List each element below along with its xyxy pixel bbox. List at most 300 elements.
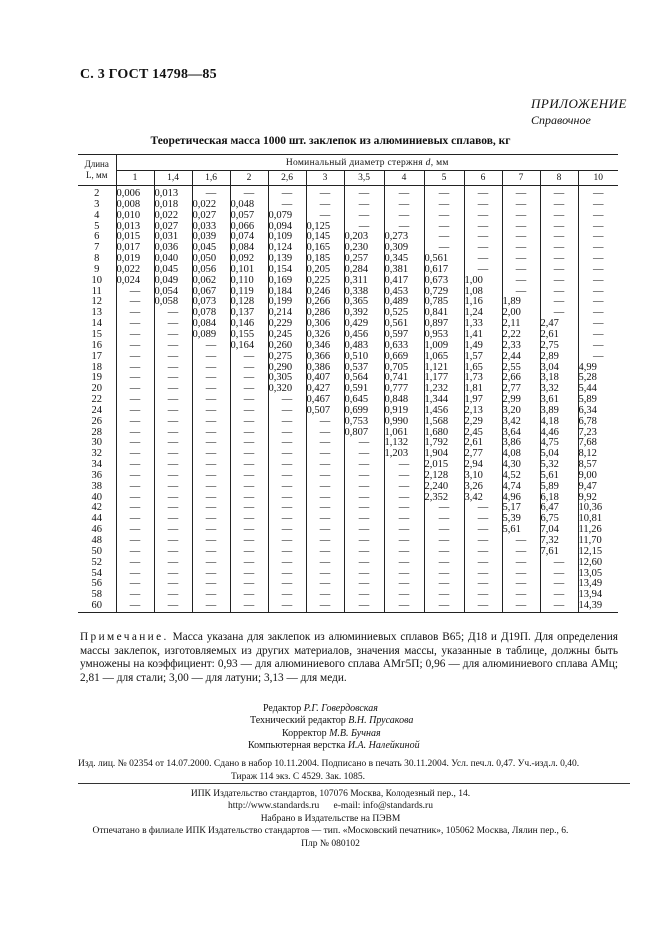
mass-cell: — (424, 232, 464, 243)
mass-cell: — (502, 186, 540, 200)
mass-cell: — (230, 395, 268, 406)
mass-cell: — (424, 590, 464, 601)
mass-cell: — (540, 590, 578, 601)
mass-cell: 5,61 (540, 471, 578, 482)
mass-cell: — (116, 579, 154, 590)
mass-cell: — (344, 222, 384, 233)
mass-cell: 3,61 (540, 395, 578, 406)
mass-cell: 0,266 (306, 297, 344, 308)
mass-cell: — (502, 547, 540, 558)
mass-cell: — (154, 601, 192, 612)
mass-cell: 1,00 (464, 276, 502, 287)
mass-cell: 0,101 (230, 265, 268, 276)
mass-cell: 0,066 (230, 222, 268, 233)
mass-cell: — (306, 569, 344, 580)
mass-cell: — (578, 330, 618, 341)
publication-info (78, 758, 638, 784)
length-cell: 10 (91, 274, 102, 286)
appendix-subtitle: Справочное (531, 113, 591, 127)
table-row (78, 428, 618, 439)
mass-cell: — (306, 514, 344, 525)
mass-cell: — (268, 525, 306, 536)
mass-cell: 2,77 (464, 449, 502, 460)
mass-cell: — (154, 406, 192, 417)
mass-cell: — (154, 341, 192, 352)
mass-cell: — (154, 558, 192, 569)
publisher-line2: http://www.standards.ru e-mail: info@standards.ru (228, 801, 433, 812)
mass-cell: 0,165 (306, 243, 344, 254)
mass-cell: — (578, 211, 618, 222)
mass-cell: — (384, 482, 424, 493)
mass-cell: — (268, 590, 306, 601)
mass-cell: — (230, 493, 268, 504)
mass-cell: — (230, 514, 268, 525)
mass-cell: 0,741 (384, 373, 424, 384)
length-cell: 16 (91, 339, 102, 351)
diameter-label: 1,6 (192, 171, 230, 186)
mass-cell: — (502, 558, 540, 569)
mass-cell: — (502, 536, 540, 547)
length-cell: 20 (91, 383, 102, 395)
mass-cell: — (116, 438, 154, 449)
mass-cell: 0,146 (230, 319, 268, 330)
mass-cell: 1,49 (464, 341, 502, 352)
publisher-line1: ИПК Издательство стандартов, 107076 Москва, Колодезный пер., 14. (190, 789, 471, 799)
table-row (78, 503, 618, 514)
mass-cell: — (306, 482, 344, 493)
mass-cell: — (116, 569, 154, 580)
length-cell: 50 (91, 545, 102, 557)
mass-cell: 0,110 (230, 276, 268, 287)
length-cell: 17 (91, 350, 102, 362)
mass-cell: — (424, 186, 464, 200)
mass-cell: — (116, 319, 154, 330)
table-row (78, 514, 618, 525)
mass-cell: — (502, 287, 540, 298)
mass-cell: 2,99 (502, 395, 540, 406)
mass-cell: 0,062 (192, 276, 230, 287)
mass-cell: — (578, 265, 618, 276)
mass-cell: 5,28 (578, 373, 618, 384)
mass-cell: — (306, 493, 344, 504)
mass-cell: 0,705 (384, 363, 424, 374)
mass-cell: 14,39 (578, 601, 618, 612)
mass-cell: 0,561 (384, 319, 424, 330)
mass-cell: 2,13 (464, 406, 502, 417)
mass-cell: — (268, 395, 306, 406)
mass-cell: 0,919 (384, 406, 424, 417)
mass-cell: — (192, 482, 230, 493)
page-header: С. 3 ГОСТ 14798—85 (80, 67, 217, 82)
mass-cell: 0,841 (424, 308, 464, 319)
length-cell: 58 (91, 589, 102, 601)
mass-cell: — (578, 319, 618, 330)
mass-table (78, 154, 618, 613)
mass-cell: — (192, 363, 230, 374)
mass-cell: 0,273 (384, 232, 424, 243)
mass-cell: — (578, 297, 618, 308)
mass-cell: 0,024 (116, 276, 154, 287)
mass-cell: — (116, 514, 154, 525)
mass-cell: — (154, 363, 192, 374)
diameter-label: 2,6 (268, 171, 306, 186)
credit-tech-editor (250, 715, 550, 727)
mass-cell: — (424, 514, 464, 525)
mass-cell: 0,137 (230, 308, 268, 319)
mass-cell: — (384, 579, 424, 590)
mass-cell: 0,483 (344, 341, 384, 352)
table-row (78, 438, 618, 449)
mass-cell: 9,92 (578, 493, 618, 504)
mass-cell: 3,18 (540, 373, 578, 384)
mass-cell: — (384, 471, 424, 482)
table-title: Теоретическая масса 1000 шт. заклепок из алюминиевых сплавов, кг (150, 135, 511, 147)
mass-cell: 0,246 (306, 287, 344, 298)
mass-cell: — (268, 547, 306, 558)
mass-cell: — (192, 471, 230, 482)
mass-cell: — (116, 363, 154, 374)
mass-cell: — (424, 558, 464, 569)
mass-cell: 0,079 (268, 211, 306, 222)
mass-cell: — (540, 232, 578, 243)
length-cell: 8 (94, 253, 100, 265)
mass-cell: 3,89 (540, 406, 578, 417)
mass-cell: 0,155 (230, 330, 268, 341)
length-cell: 7 (94, 242, 100, 254)
mass-cell: 0,777 (384, 384, 424, 395)
mass-cell: 7,23 (578, 428, 618, 439)
mass-cell: 0,169 (268, 276, 306, 287)
mass-cell: — (116, 330, 154, 341)
mass-cell: — (116, 601, 154, 612)
mass-cell: 7,68 (578, 438, 618, 449)
mass-cell: — (502, 569, 540, 580)
mass-cell: 0,073 (192, 297, 230, 308)
mass-cell: — (192, 514, 230, 525)
publisher-info (0, 788, 661, 850)
mass-cell: 0,049 (154, 276, 192, 287)
mass-cell: — (154, 428, 192, 439)
mass-cell: 5,17 (502, 503, 540, 514)
mass-cell: — (192, 525, 230, 536)
mass-cell: — (192, 547, 230, 558)
mass-cell: — (116, 482, 154, 493)
mass-cell: 6,75 (540, 514, 578, 525)
divider (78, 783, 630, 784)
mass-cell: — (116, 503, 154, 514)
mass-cell: — (116, 590, 154, 601)
table-row (78, 186, 618, 200)
mass-cell: — (578, 287, 618, 298)
mass-cell: — (192, 579, 230, 590)
mass-cell: 2,128 (424, 471, 464, 482)
mass-cell: 1,680 (424, 428, 464, 439)
mass-cell: 0,045 (154, 265, 192, 276)
mass-cell: — (344, 186, 384, 200)
mass-cell: 0,214 (268, 308, 306, 319)
mass-cell: — (230, 536, 268, 547)
mass-cell: — (230, 579, 268, 590)
mass-cell: — (344, 460, 384, 471)
mass-cell: 5,39 (502, 514, 540, 525)
mass-cell: — (230, 373, 268, 384)
length-cell: 60 (78, 601, 116, 612)
length-cell: 36 (91, 469, 102, 481)
mass-cell: 0,633 (384, 341, 424, 352)
mass-cell: 1,73 (464, 373, 502, 384)
length-cell: 48 (91, 535, 102, 546)
mass-cell: 0,015 (116, 232, 154, 243)
mass-cell: — (192, 384, 230, 395)
mass-cell: — (154, 352, 192, 363)
mass-cell: — (502, 243, 540, 254)
mass-cell: 0,033 (192, 222, 230, 233)
mass-cell: — (384, 200, 424, 211)
mass-cell: — (268, 200, 306, 211)
mass-cell: — (424, 503, 464, 514)
mass-cell: 1,009 (424, 341, 464, 352)
mass-cell: — (578, 308, 618, 319)
table-row (78, 558, 618, 569)
diameter-label: 6 (464, 171, 502, 186)
length-cell: 28 (91, 426, 102, 438)
mass-cell: — (464, 186, 502, 200)
mass-cell: — (344, 525, 384, 536)
table-row (78, 471, 618, 482)
mass-cell: — (464, 211, 502, 222)
mass-cell: 2,77 (502, 384, 540, 395)
mass-cell: — (306, 449, 344, 460)
credit-layout (248, 740, 548, 752)
mass-cell: — (344, 514, 384, 525)
mass-cell: — (502, 232, 540, 243)
mass-cell: 0,427 (306, 384, 344, 395)
mass-cell: — (116, 373, 154, 384)
mass-cell: — (344, 547, 384, 558)
mass-cell: — (192, 341, 230, 352)
mass-cell: — (540, 186, 578, 200)
mass-cell: — (540, 243, 578, 254)
mass-cell: 1,792 (424, 438, 464, 449)
mass-cell: — (424, 569, 464, 580)
mass-cell: 0,507 (306, 406, 344, 417)
mass-cell: — (464, 590, 502, 601)
mass-cell: — (306, 590, 344, 601)
publication-line1: Изд. лиц. № 02354 от 14.07.2000. Сдано в набор 10.11.2004. Подписано в печать 30.11.2004. Усл. печ.л. 0,47. Уч.-изд.л. 0,40. (78, 759, 580, 769)
mass-cell: — (540, 579, 578, 590)
mass-cell: 1,16 (464, 297, 502, 308)
mass-cell: 0,031 (154, 232, 192, 243)
mass-cell: — (230, 601, 268, 612)
mass-cell: — (230, 352, 268, 363)
mass-cell: 0,345 (384, 254, 424, 265)
mass-cell: — (154, 569, 192, 580)
mass-cell: — (502, 579, 540, 590)
mass-cell: — (540, 569, 578, 580)
mass-cell: 0,848 (384, 395, 424, 406)
length-cell: 54 (91, 567, 102, 579)
mass-cell: 2,015 (424, 460, 464, 471)
mass-cell: — (116, 384, 154, 395)
mass-cell: — (154, 319, 192, 330)
mass-cell: 2,29 (464, 417, 502, 428)
mass-cell: — (192, 428, 230, 439)
mass-cell: 0,013 (116, 222, 154, 233)
mass-cell: 4,74 (502, 482, 540, 493)
mass-cell: 4,08 (502, 449, 540, 460)
mass-cell: 0,027 (192, 211, 230, 222)
mass-cell: — (540, 211, 578, 222)
diameter-label: 3 (306, 171, 344, 186)
mass-cell: 0,013 (154, 186, 192, 200)
mass-cell: — (116, 460, 154, 471)
mass-cell: 0,645 (344, 395, 384, 406)
mass-cell: 2,240 (424, 482, 464, 493)
mass-cell: 0,058 (154, 297, 192, 308)
mass-cell: 2,94 (464, 460, 502, 471)
mass-cell: — (192, 417, 230, 428)
diameter-label: 8 (540, 171, 578, 186)
mass-cell: 0,094 (268, 222, 306, 233)
mass-cell: — (502, 254, 540, 265)
diameter-header (116, 155, 618, 171)
mass-cell: 13,94 (578, 590, 618, 601)
appendix-label (531, 96, 627, 128)
mass-cell: 7,32 (540, 536, 578, 547)
mass-cell: — (424, 547, 464, 558)
mass-cell: — (154, 547, 192, 558)
mass-cell: — (464, 514, 502, 525)
mass-cell: — (154, 493, 192, 504)
mass-cell: — (384, 558, 424, 569)
mass-cell: 2,61 (464, 438, 502, 449)
mass-cell: 0,309 (384, 243, 424, 254)
mass-cell: — (192, 590, 230, 601)
length-cell: 2 (94, 188, 100, 199)
mass-cell: — (344, 601, 384, 612)
diameter-header-prefix: Номинальный диаметр стержня (285, 157, 423, 168)
mass-cell: — (230, 384, 268, 395)
mass-cell: 1,568 (424, 417, 464, 428)
mass-cell: — (268, 569, 306, 580)
mass-cell: 0,286 (306, 308, 344, 319)
mass-cell: — (154, 438, 192, 449)
mass-cell: — (344, 449, 384, 460)
mass-cell: — (230, 449, 268, 460)
mass-cell: 0,785 (424, 297, 464, 308)
mass-cell: 7,61 (540, 547, 578, 558)
mass-cell: — (464, 579, 502, 590)
mass-cell: — (268, 460, 306, 471)
mass-cell: 3,10 (464, 471, 502, 482)
mass-cell: — (344, 493, 384, 504)
length-cell: 5 (94, 220, 100, 232)
mass-cell: 1,121 (424, 363, 464, 374)
mass-cell: 11,26 (578, 525, 618, 536)
mass-cell: — (540, 265, 578, 276)
mass-cell: 3,64 (502, 428, 540, 439)
mass-cell: — (154, 503, 192, 514)
mass-cell: 4,46 (540, 428, 578, 439)
mass-cell: — (344, 579, 384, 590)
mass-cell: — (502, 222, 540, 233)
table-row (78, 460, 618, 471)
table-row (78, 482, 618, 493)
length-cell: 44 (91, 513, 102, 525)
credit-name: М.В. Бучная (329, 727, 381, 739)
mass-cell: 0,022 (154, 211, 192, 222)
table-row (78, 352, 618, 363)
length-column-header (78, 155, 116, 186)
length-cell: 24 (91, 404, 102, 416)
mass-cell: — (344, 558, 384, 569)
diameter-symbol: d (425, 157, 431, 168)
mass-cell: — (192, 558, 230, 569)
mass-cell: 0,205 (306, 265, 344, 276)
mass-cell: 0,525 (384, 308, 424, 319)
mass-cell: 0,597 (384, 330, 424, 341)
mass-cell: — (116, 352, 154, 363)
note-label: Примечание. (80, 631, 169, 643)
mass-cell: — (230, 569, 268, 580)
mass-cell: — (464, 232, 502, 243)
mass-cell: — (384, 601, 424, 612)
mass-cell: — (502, 200, 540, 211)
mass-cell: — (540, 254, 578, 265)
credit-name: Р.Г. Говердовская (303, 703, 378, 714)
mass-cell: 10,81 (578, 514, 618, 525)
mass-cell: — (502, 211, 540, 222)
mass-cell: 2,352 (424, 493, 464, 504)
mass-cell: 8,57 (578, 460, 618, 471)
length-cell: 38 (91, 480, 102, 492)
length-cell: 22 (91, 394, 102, 406)
mass-cell: 2,61 (540, 330, 578, 341)
mass-cell: 0,807 (344, 428, 384, 439)
mass-cell: 5,89 (540, 482, 578, 493)
mass-cell: 1,89 (502, 297, 540, 308)
mass-cell: 0,392 (344, 308, 384, 319)
publisher-line5: Плр № 080102 (301, 838, 360, 849)
length-cell: 12 (91, 296, 102, 308)
mass-cell: 0,074 (230, 232, 268, 243)
mass-cell: — (578, 200, 618, 211)
mass-cell: — (116, 536, 154, 547)
length-cell: 3 (94, 198, 100, 210)
mass-cell: 0,897 (424, 319, 464, 330)
mass-cell: 2,45 (464, 428, 502, 439)
credit-role: Компьютерная верстка (248, 740, 346, 752)
mass-cell: — (116, 558, 154, 569)
mass-cell: — (154, 308, 192, 319)
diameter-label: 5 (424, 171, 464, 186)
mass-cell: 6,47 (540, 503, 578, 514)
mass-cell: 5,04 (540, 449, 578, 460)
length-header-line1: Длина (84, 159, 109, 169)
mass-cell: 0,124 (268, 243, 306, 254)
mass-cell: — (230, 525, 268, 536)
mass-cell: — (306, 200, 344, 211)
mass-cell: — (464, 547, 502, 558)
mass-cell: — (384, 211, 424, 222)
mass-cell: 1,904 (424, 449, 464, 460)
mass-cell: — (192, 569, 230, 580)
mass-cell: 1,132 (384, 438, 424, 449)
mass-cell: 9,47 (578, 482, 618, 493)
mass-cell: 2,00 (502, 308, 540, 319)
mass-cell: 0,092 (230, 254, 268, 265)
table-row (78, 536, 618, 547)
